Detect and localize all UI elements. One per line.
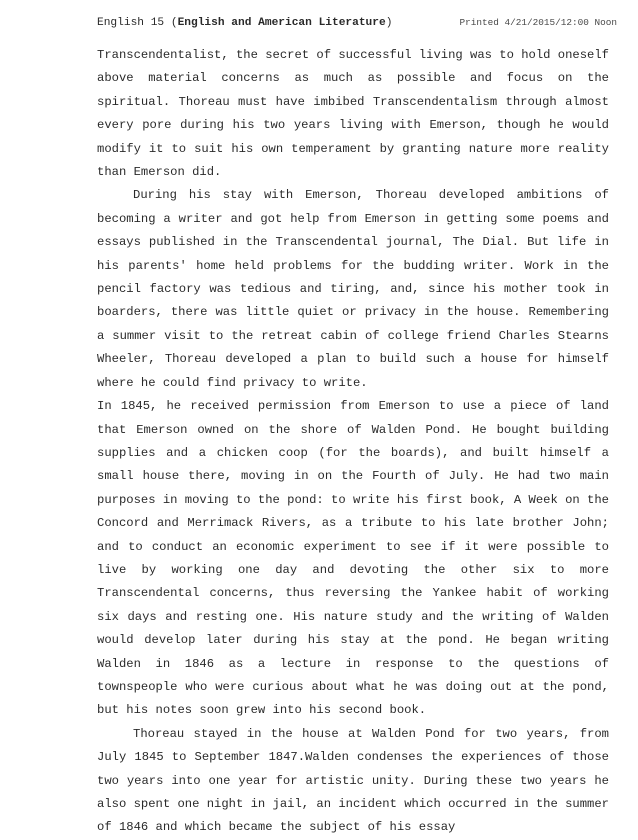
paragraph-emerson-stay: During his stay with Emerson, Thoreau developed ambitions of becoming a writer and got help from Emerson in getting some poems and essays published in the Transcendental journal, The Dial. But life in his parents' home held problems for the budding writer. Work in the pencil factory was tedious and tiring, and, since his mother took in boarders, there was little quiet or privacy in the house. Remembering a summer visit to the retreat cabin of college friend Charles Stearns Wheeler, Thoreau developed a plan to build such a house for himself where he could find privacy to write. [97, 188, 609, 390]
document-body [97, 44, 609, 840]
course-title [97, 14, 392, 32]
course-title-prefix: English 15 ( [97, 17, 178, 29]
paragraph-walden-pond: In 1845, he received permission from Emerson to use a piece of land that Emerson owned on the shore of Walden Pond. He bought building supplies and a chicken coop (for the boards), and built himself a small house there, moving in on the Fourth of July. He had two main purposes in moving to the pond: to write his first book, A Week on the Concord and Merrimack Rivers, as a tribute to his late brother John; and to conduct an economic experiment to see if it were possible to live by working one day and devoting the other six to more Transcendental concerns, thus reversing the Yankee habit of working six days and resting one. His nature study and the writing of Walden would develop later during his stay at the pond. He began writing Walden in 1846 as a lecture in response to the questions of townspeople who were curious about what he was doing out at the pond, but his notes soon grew into his second book. [97, 399, 609, 718]
course-title-suffix: ) [385, 17, 393, 29]
page-header [97, 14, 617, 32]
paragraph-two-years: Thoreau stayed in the house at Walden Pond for two years, from July 1845 to September 1847.Walden condenses the experiences of those two years into one year for artistic unity. During these two years he also spent one night in jail, an incident which occurred in the summer of 1846 and which became the subject of his essay [97, 726, 609, 835]
paragraph-continued: Transcendentalist, the secret of successful living was to hold oneself above material concerns as much as possible and focus on the spiritual. Thoreau must have imbibed Transcendentalism through almost every pore during his two years living with Emerson, though he would modify it to suit his own temperament by granting nature more reality than Emerson did. [97, 48, 609, 180]
printed-timestamp: Printed 4/21/2015/12:00 Noon [459, 17, 617, 28]
course-title-bold: English and American Literature [177, 17, 386, 29]
